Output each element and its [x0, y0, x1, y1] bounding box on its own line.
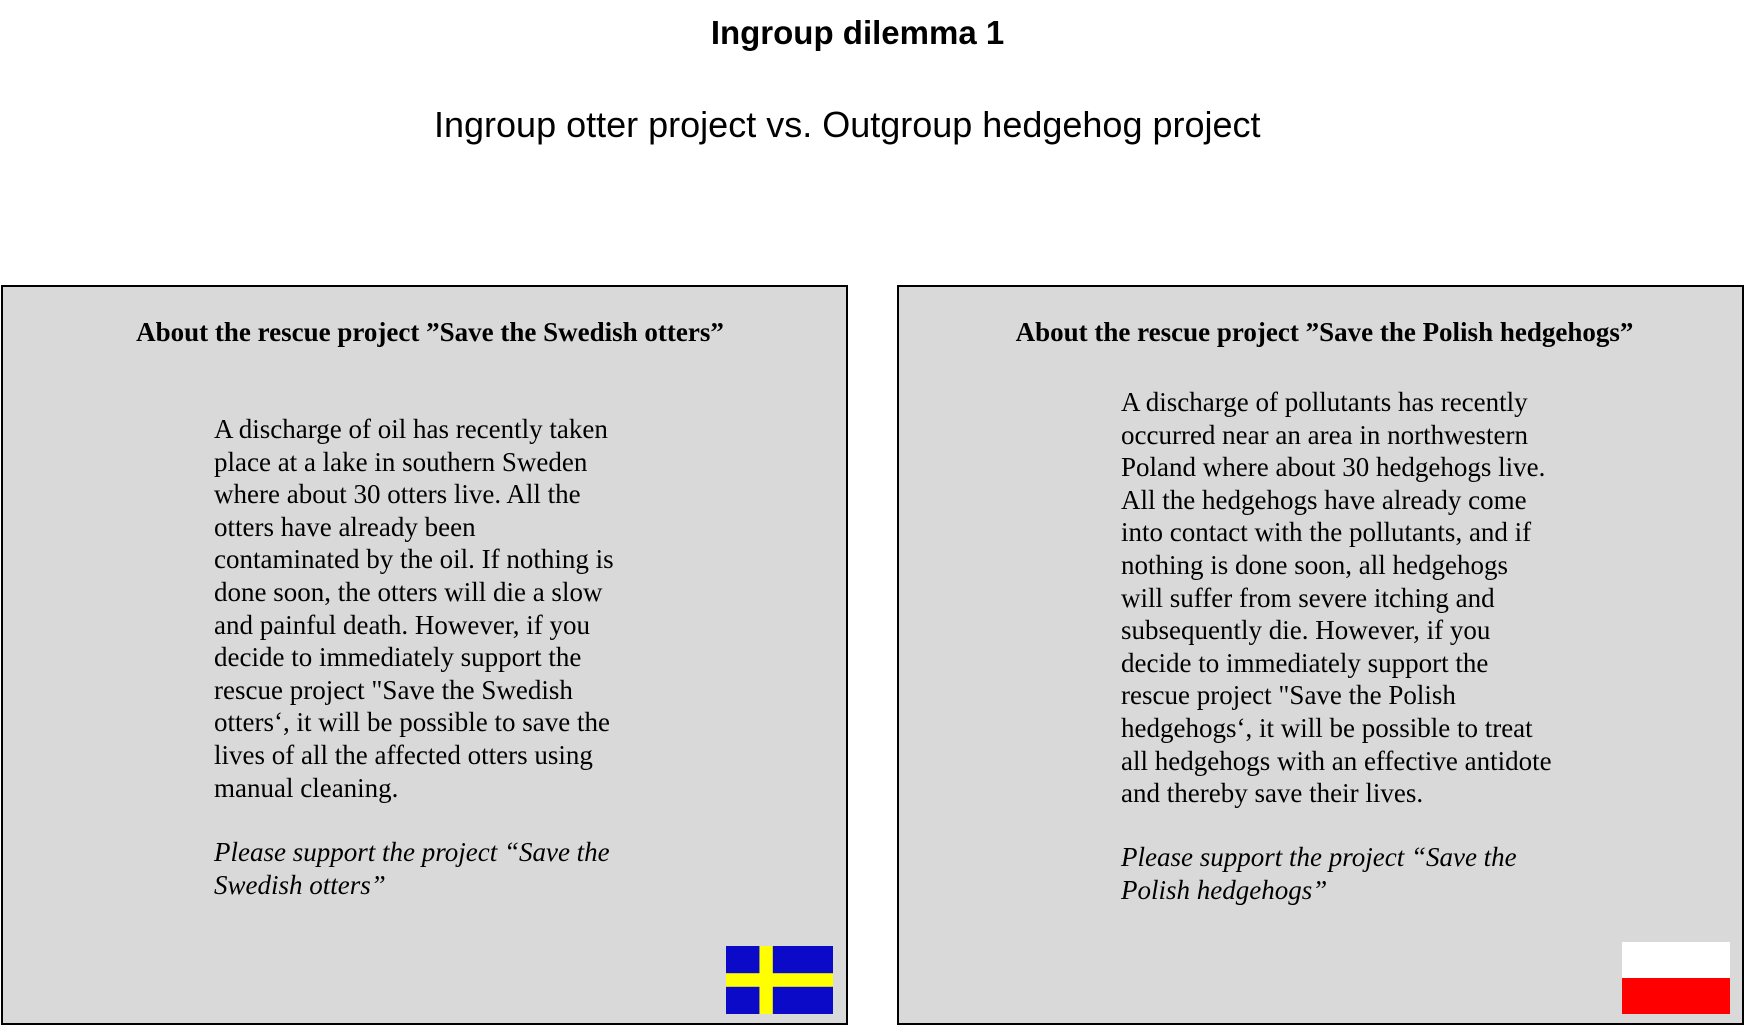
poland-flag-icon [1622, 942, 1730, 1014]
page-title: Ingroup dilemma 1 [710, 14, 1005, 51]
sweden-flag-icon [726, 946, 833, 1014]
otter-project-description: A discharge of oil has recently taken place at a lake in southern Sweden where about 30 otters live. All the otters have already been contaminated by the oil. If nothing is done soon, the otters will die a slow and painful death. However, if you decide to immediately support the rescue project "Save the Swedish otters‘, it will be possible to save the lives of all the affected otters using manual cleaning. [214, 414, 614, 803]
otter-project-appeal: Please support the project “Save the Swedish otters” [214, 837, 610, 900]
sweden-flag-cross-horizontal [726, 973, 833, 987]
otter-project-heading: About the rescue project ”Save the Swedish otters” [136, 317, 724, 347]
page-subtitle: Ingroup otter project vs. Outgroup hedgehog project [434, 104, 1261, 145]
hedgehog-project-appeal: Please support the project “Save the Polish hedgehogs” [1121, 842, 1517, 905]
poland-flag-bottom [1622, 978, 1730, 1014]
hedgehog-project-heading: About the rescue project ”Save the Polish hedgehogs” [1015, 317, 1634, 347]
poland-flag-top [1622, 942, 1730, 978]
hedgehog-project-description: A discharge of pollutants has recently occurred near an area in northwestern Poland where about 30 hedgehogs live. All the hedgehogs have already come into contact with the pollutants, and if nothing is done soon, all hedgehogs will suffer from severe itching and subsequently die. However, if you decide to immediately support the rescue project "Save the Polish hedgehogs‘, it will be possible to treat all hedgehogs with an effective antidote and thereby save their lives. [1121, 387, 1552, 809]
otter-project-panel [1, 285, 848, 1025]
hedgehog-project-panel [897, 285, 1744, 1025]
